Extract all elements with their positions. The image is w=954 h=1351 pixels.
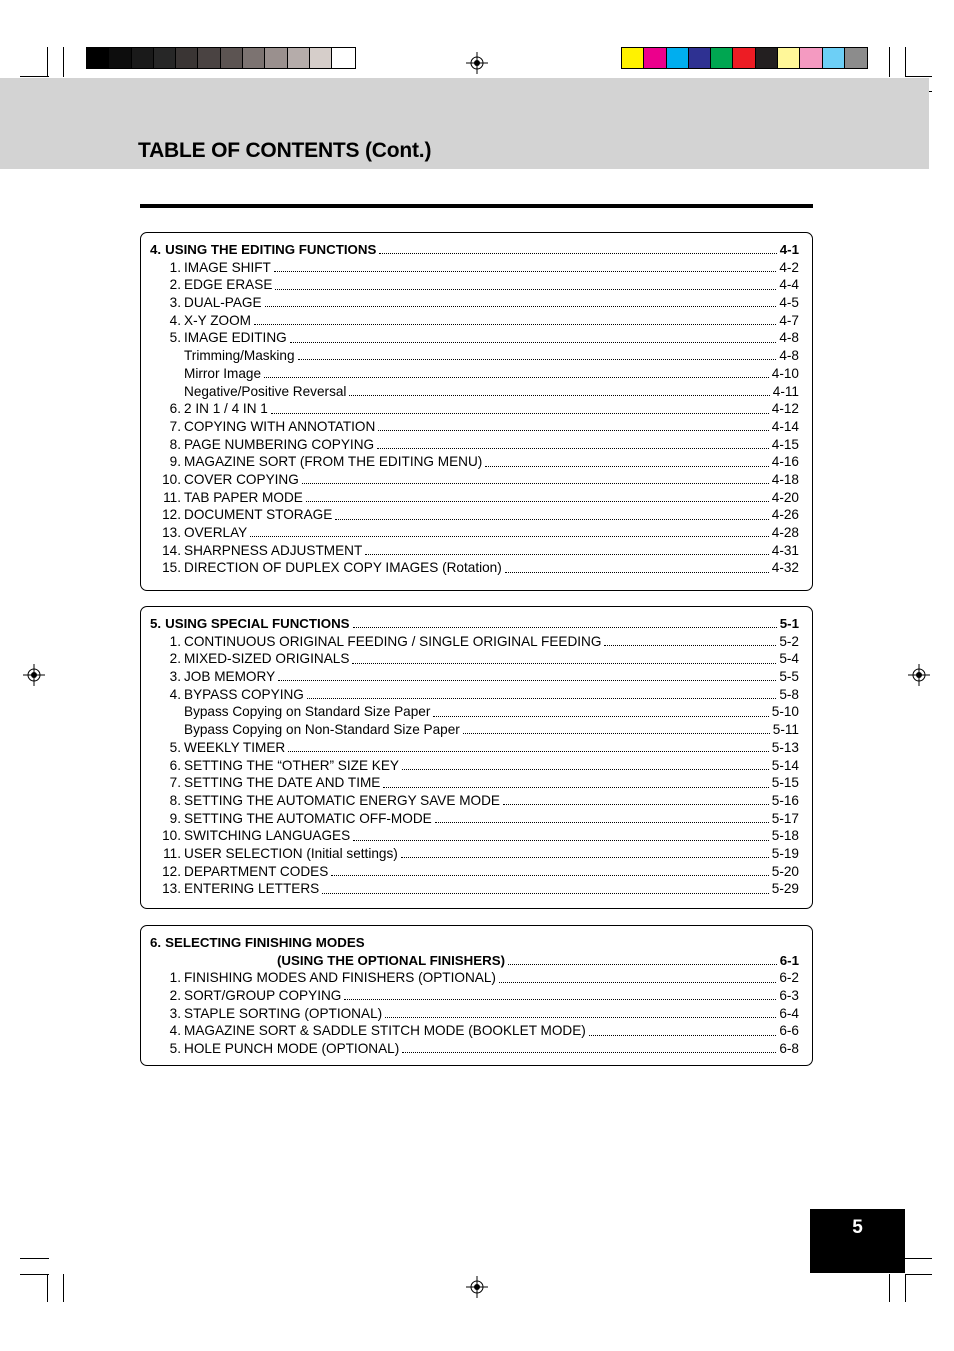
- entry-page: 6-3: [779, 988, 799, 1004]
- entry-page: 4-12: [771, 401, 799, 417]
- entry-label: IMAGE SHIFT: [184, 259, 271, 275]
- color-calibration-bar: [621, 47, 868, 69]
- entry-page: 5-11: [772, 722, 799, 738]
- color-swatch: [800, 48, 822, 68]
- dot-leader: [349, 395, 769, 396]
- dot-leader: [278, 680, 776, 681]
- entry-label: OVERLAY: [184, 525, 248, 540]
- toc-entry[interactable]: [150, 757, 799, 775]
- toc-entry[interactable]: [150, 542, 799, 560]
- entry-page: 4-11: [772, 383, 799, 399]
- registration-mark-icon: [23, 664, 45, 686]
- color-swatch: [778, 48, 800, 68]
- color-swatch: [198, 48, 220, 68]
- dot-leader: [435, 822, 769, 823]
- entry-label: CONTINUOUS ORIGINAL FEEDING / SINGLE ORIGINAL FEEDING: [184, 633, 602, 649]
- color-swatch: [87, 48, 109, 68]
- entry-page: 4-8: [779, 330, 799, 346]
- entry-number: 10.: [162, 471, 181, 487]
- dot-leader: [265, 306, 777, 307]
- entry-number: 8.: [169, 436, 181, 452]
- entry-label: X-Y ZOOM: [184, 312, 251, 328]
- entry-page: 5-4: [779, 651, 799, 667]
- toc-entry[interactable]: [150, 559, 799, 577]
- color-swatch: [310, 48, 332, 68]
- dot-leader: [353, 840, 769, 841]
- dot-leader: [353, 627, 777, 628]
- entry-number: 1.: [169, 633, 181, 649]
- entry-number: 12.: [162, 507, 181, 523]
- color-swatch: [845, 48, 867, 68]
- toc-entry[interactable]: [150, 863, 799, 881]
- dot-leader: [306, 501, 769, 502]
- crop-mark: [63, 47, 64, 77]
- page-title: TABLE OF CONTENTS (Cont.): [138, 139, 432, 162]
- entry-page: 4-5: [779, 295, 799, 311]
- entry-number: 3.: [169, 669, 181, 685]
- toc-entry[interactable]: [150, 1005, 799, 1023]
- toc-entry[interactable]: [150, 524, 799, 542]
- dot-leader: [463, 733, 770, 734]
- toc-section-4: [140, 232, 813, 591]
- entry-number: 4.: [169, 1023, 181, 1039]
- entry-page: 5-19: [771, 845, 799, 861]
- toc-entry[interactable]: [150, 1040, 799, 1058]
- entry-label: DOCUMENT STORAGE: [184, 507, 333, 523]
- toc-entry[interactable]: [150, 774, 799, 792]
- entry-label: WEEKLY TIMER: [184, 739, 286, 755]
- dot-leader: [274, 271, 776, 272]
- toc-section-heading-continuation[interactable]: [150, 952, 799, 970]
- dot-leader: [589, 1035, 777, 1036]
- entry-number: 4.: [169, 312, 181, 328]
- toc-entry[interactable]: [150, 668, 799, 686]
- dot-leader: [401, 857, 769, 858]
- entry-number: 9.: [169, 454, 181, 470]
- entry-label: MAGAZINE SORT (FROM THE EDITING MENU): [184, 454, 483, 470]
- toc-entry[interactable]: [150, 400, 799, 418]
- section-title: USING THE EDITING FUNCTIONS: [165, 242, 377, 257]
- entry-page: 5-17: [771, 810, 799, 826]
- registration-mark-icon: [466, 52, 488, 74]
- entry-page: 5-15: [771, 775, 799, 791]
- crop-mark: [905, 1274, 932, 1275]
- section-title: SELECTING FINISHING MODES: [165, 935, 365, 950]
- toc-section-heading: [150, 934, 799, 952]
- toc-section-6: [140, 925, 813, 1066]
- entry-number: 10.: [162, 828, 181, 844]
- entry-number: 15.: [162, 560, 181, 576]
- entry-page: 5-5: [779, 669, 799, 685]
- toc-entry[interactable]: [150, 686, 799, 704]
- toc-entry[interactable]: [150, 739, 799, 757]
- crop-mark: [905, 76, 932, 77]
- dot-leader: [379, 253, 776, 254]
- entry-label: Bypass Copying on Standard Size Paper: [184, 704, 431, 720]
- entry-page: 5-10: [771, 704, 799, 720]
- dot-leader: [508, 964, 777, 965]
- toc-entry[interactable]: [150, 276, 799, 294]
- entry-page: 4-26: [771, 507, 799, 523]
- toc-entry[interactable]: [150, 810, 799, 828]
- section-number: 5.: [150, 616, 162, 631]
- crop-mark: [905, 1258, 932, 1259]
- toc-entry[interactable]: [150, 721, 799, 739]
- crop-mark: [63, 1274, 64, 1302]
- entry-number: 6.: [169, 757, 181, 773]
- title-rule: [140, 204, 813, 208]
- entry-label: SETTING THE “OTHER” SIZE KEY: [184, 757, 400, 773]
- entry-page: 6-8: [779, 1041, 799, 1057]
- entry-number: 12.: [162, 863, 181, 879]
- registration-mark-icon: [466, 1276, 488, 1298]
- section-page: 4-1: [779, 242, 799, 257]
- color-swatch: [667, 48, 689, 68]
- dot-leader: [307, 698, 776, 699]
- color-swatch: [154, 48, 176, 68]
- entry-number: 14.: [162, 542, 181, 558]
- entry-page: 6-4: [779, 1005, 799, 1021]
- toc-entry[interactable]: [150, 650, 799, 668]
- entry-page: 6-2: [779, 970, 799, 986]
- entry-number: 11.: [163, 489, 181, 505]
- entry-label: SHARPNESS ADJUSTMENT: [184, 542, 363, 558]
- toc-entry[interactable]: [150, 329, 799, 347]
- crop-mark: [889, 47, 890, 77]
- dot-leader: [302, 483, 769, 484]
- entry-label: Trimming/Masking: [184, 348, 295, 364]
- crop-mark: [20, 1258, 49, 1259]
- entry-label: COPYING WITH ANNOTATION: [184, 418, 376, 434]
- entry-label: SWITCHING LANGUAGES: [184, 828, 351, 844]
- toc-entry[interactable]: [150, 453, 799, 471]
- entry-page: 6-6: [779, 1023, 799, 1039]
- entry-label: DUAL-PAGE: [184, 295, 262, 311]
- entry-page: 4-16: [771, 454, 799, 470]
- entry-label: STAPLE SORTING (OPTIONAL): [184, 1005, 383, 1021]
- section-page: 6-1: [779, 952, 799, 968]
- color-swatch: [288, 48, 310, 68]
- entry-label: DEPARTMENT CODES: [184, 863, 329, 879]
- dot-leader: [385, 1017, 776, 1018]
- entry-label: USER SELECTION (Initial settings): [184, 845, 398, 861]
- entry-label: MAGAZINE SORT & SADDLE STITCH MODE (BOOKLET MODE): [184, 1023, 586, 1039]
- entry-number: 8.: [169, 792, 181, 808]
- dot-leader: [377, 448, 769, 449]
- dot-leader: [503, 804, 769, 805]
- dot-leader: [250, 536, 769, 537]
- entry-label: TAB PAPER MODE: [184, 489, 303, 505]
- color-swatch: [109, 48, 131, 68]
- toc-entry[interactable]: [150, 987, 799, 1005]
- dot-leader: [433, 716, 768, 717]
- entry-label: PAGE NUMBERING COPYING: [184, 436, 375, 452]
- entry-page: 4-7: [779, 312, 799, 328]
- entry-number: 5.: [169, 1041, 181, 1057]
- toc-entry[interactable]: [150, 294, 799, 312]
- entry-number: 3.: [169, 1005, 181, 1021]
- toc-entry[interactable]: [150, 633, 799, 651]
- entry-page: 5-16: [771, 792, 799, 808]
- color-swatch: [644, 48, 666, 68]
- dot-leader: [335, 519, 768, 520]
- entry-label: HOLE PUNCH MODE (OPTIONAL): [184, 1041, 400, 1057]
- registration-mark-icon: [908, 664, 930, 686]
- entry-page: 5-2: [779, 633, 799, 649]
- toc-entry[interactable]: [150, 827, 799, 845]
- entry-page: 4-4: [779, 277, 799, 293]
- toc-entry[interactable]: [150, 365, 799, 383]
- entry-label: Bypass Copying on Non-Standard Size Paper: [184, 722, 460, 738]
- dot-leader: [331, 875, 769, 876]
- color-swatch: [622, 48, 644, 68]
- entry-label: MIXED-SIZED ORIGINALS: [184, 651, 350, 667]
- section-page: 5-1: [779, 616, 799, 631]
- entry-label: SETTING THE AUTOMATIC ENERGY SAVE MODE: [184, 792, 500, 808]
- entry-page: 5-14: [771, 757, 799, 773]
- entry-number: 5.: [169, 330, 181, 346]
- crop-mark: [20, 1274, 49, 1275]
- color-swatch: [176, 48, 198, 68]
- toc-entry[interactable]: [150, 347, 799, 365]
- dot-leader: [322, 893, 769, 894]
- entry-page: 4-2: [779, 259, 799, 275]
- entry-number: 7.: [169, 418, 181, 434]
- dot-leader: [264, 377, 769, 378]
- entry-page: 4-28: [771, 525, 799, 540]
- toc-section-heading[interactable]: [150, 615, 799, 633]
- section-title: USING SPECIAL FUNCTIONS: [165, 616, 350, 631]
- entry-label: Negative/Positive Reversal: [184, 383, 347, 399]
- toc-entry[interactable]: [150, 1022, 799, 1040]
- dot-leader: [271, 413, 769, 414]
- toc-entry[interactable]: [150, 969, 799, 987]
- entry-number: 3.: [169, 295, 181, 311]
- crop-mark: [905, 47, 906, 77]
- entry-number: 9.: [169, 810, 181, 826]
- entry-label: COVER COPYING: [184, 471, 299, 487]
- section-number: 6.: [150, 935, 162, 950]
- dot-leader: [254, 324, 776, 325]
- color-swatch: [132, 48, 154, 68]
- entry-number: 7.: [169, 775, 181, 791]
- crop-mark: [20, 76, 49, 77]
- dot-leader: [344, 999, 776, 1000]
- section-title-line2: (USING THE OPTIONAL FINISHERS): [277, 952, 506, 968]
- dot-leader: [505, 572, 769, 573]
- toc-entry[interactable]: [150, 489, 799, 507]
- toc-entry[interactable]: [150, 418, 799, 436]
- entry-page: 4-31: [771, 542, 799, 558]
- entry-number: 11.: [163, 845, 181, 861]
- entry-label: BYPASS COPYING: [184, 686, 304, 702]
- entry-label: DIRECTION OF DUPLEX COPY IMAGES (Rotation): [184, 560, 502, 576]
- entry-label: SETTING THE AUTOMATIC OFF-MODE: [184, 810, 432, 826]
- toc-entry[interactable]: [150, 383, 799, 401]
- entry-label: IMAGE EDITING: [184, 330, 287, 346]
- color-swatch: [711, 48, 733, 68]
- dot-leader: [402, 769, 769, 770]
- toc-section-heading[interactable]: [150, 241, 799, 259]
- entry-number: 1.: [169, 259, 181, 275]
- color-swatch: [265, 48, 287, 68]
- dot-leader: [378, 430, 768, 431]
- entry-page: 4-20: [771, 489, 799, 505]
- toc-entry[interactable]: [150, 845, 799, 863]
- grayscale-calibration-bar: [86, 47, 356, 69]
- toc-entry[interactable]: [150, 312, 799, 330]
- toc-entry[interactable]: [150, 880, 799, 898]
- entry-number: 1.: [169, 970, 181, 986]
- color-swatch: [733, 48, 755, 68]
- color-swatch: [756, 48, 778, 68]
- color-swatch: [823, 48, 845, 68]
- entry-label: EDGE ERASE: [184, 277, 273, 293]
- entry-label: SETTING THE DATE AND TIME: [184, 775, 381, 791]
- entry-label: Mirror Image: [184, 365, 262, 381]
- dot-leader: [275, 289, 776, 290]
- toc-entry[interactable]: [150, 471, 799, 489]
- dot-leader: [365, 554, 769, 555]
- entry-page: 4-8: [779, 348, 799, 364]
- entry-number: 13.: [162, 881, 181, 897]
- dot-leader: [604, 645, 776, 646]
- toc-entry[interactable]: [150, 792, 799, 810]
- page-number: 5: [852, 1217, 863, 1238]
- color-swatch: [221, 48, 243, 68]
- dot-leader: [352, 663, 776, 664]
- crop-mark: [47, 1274, 48, 1302]
- dot-leader: [290, 342, 777, 343]
- toc-entry[interactable]: [150, 436, 799, 454]
- entry-number: 2.: [169, 651, 181, 667]
- entry-label: ENTERING LETTERS: [184, 881, 320, 897]
- toc-section-5: [140, 606, 813, 909]
- color-swatch: [243, 48, 265, 68]
- toc-entry[interactable]: [150, 506, 799, 524]
- entry-page: 5-20: [771, 863, 799, 879]
- crop-mark: [889, 1274, 890, 1302]
- dot-leader: [383, 787, 768, 788]
- entry-page: 4-32: [771, 560, 799, 576]
- entry-page: 5-18: [771, 828, 799, 844]
- entry-label: FINISHING MODES AND FINISHERS (OPTIONAL): [184, 970, 496, 986]
- dot-leader: [499, 982, 776, 983]
- toc-entry[interactable]: [150, 703, 799, 721]
- entry-page: 5-8: [779, 686, 799, 702]
- color-swatch: [332, 48, 354, 68]
- color-swatch: [689, 48, 711, 68]
- entry-page: 5-13: [771, 739, 799, 755]
- dot-leader: [485, 466, 768, 467]
- entry-number: 4.: [169, 686, 181, 702]
- page-number-tab: [810, 1209, 905, 1273]
- entry-page: 4-10: [771, 365, 799, 381]
- entry-number: 2.: [169, 988, 181, 1004]
- entry-page: 4-15: [771, 436, 799, 452]
- dot-leader: [402, 1052, 776, 1053]
- entry-label: SORT/GROUP COPYING: [184, 988, 342, 1004]
- entry-number: 2.: [169, 277, 181, 293]
- dot-leader: [298, 359, 777, 360]
- entry-page: 5-29: [771, 881, 799, 897]
- entry-page: 4-14: [771, 418, 799, 434]
- crop-mark: [47, 47, 48, 77]
- crop-mark: [905, 1274, 906, 1302]
- entry-page: 4-18: [771, 471, 799, 487]
- entry-number: 6.: [169, 401, 181, 417]
- dot-leader: [288, 751, 769, 752]
- entry-label: JOB MEMORY: [184, 669, 276, 685]
- entry-label: 2 IN 1 / 4 IN 1: [184, 401, 268, 417]
- toc-entry[interactable]: [150, 259, 799, 277]
- section-number: 4.: [150, 242, 162, 257]
- entry-number: 13.: [162, 525, 181, 540]
- entry-number: 5.: [169, 739, 181, 755]
